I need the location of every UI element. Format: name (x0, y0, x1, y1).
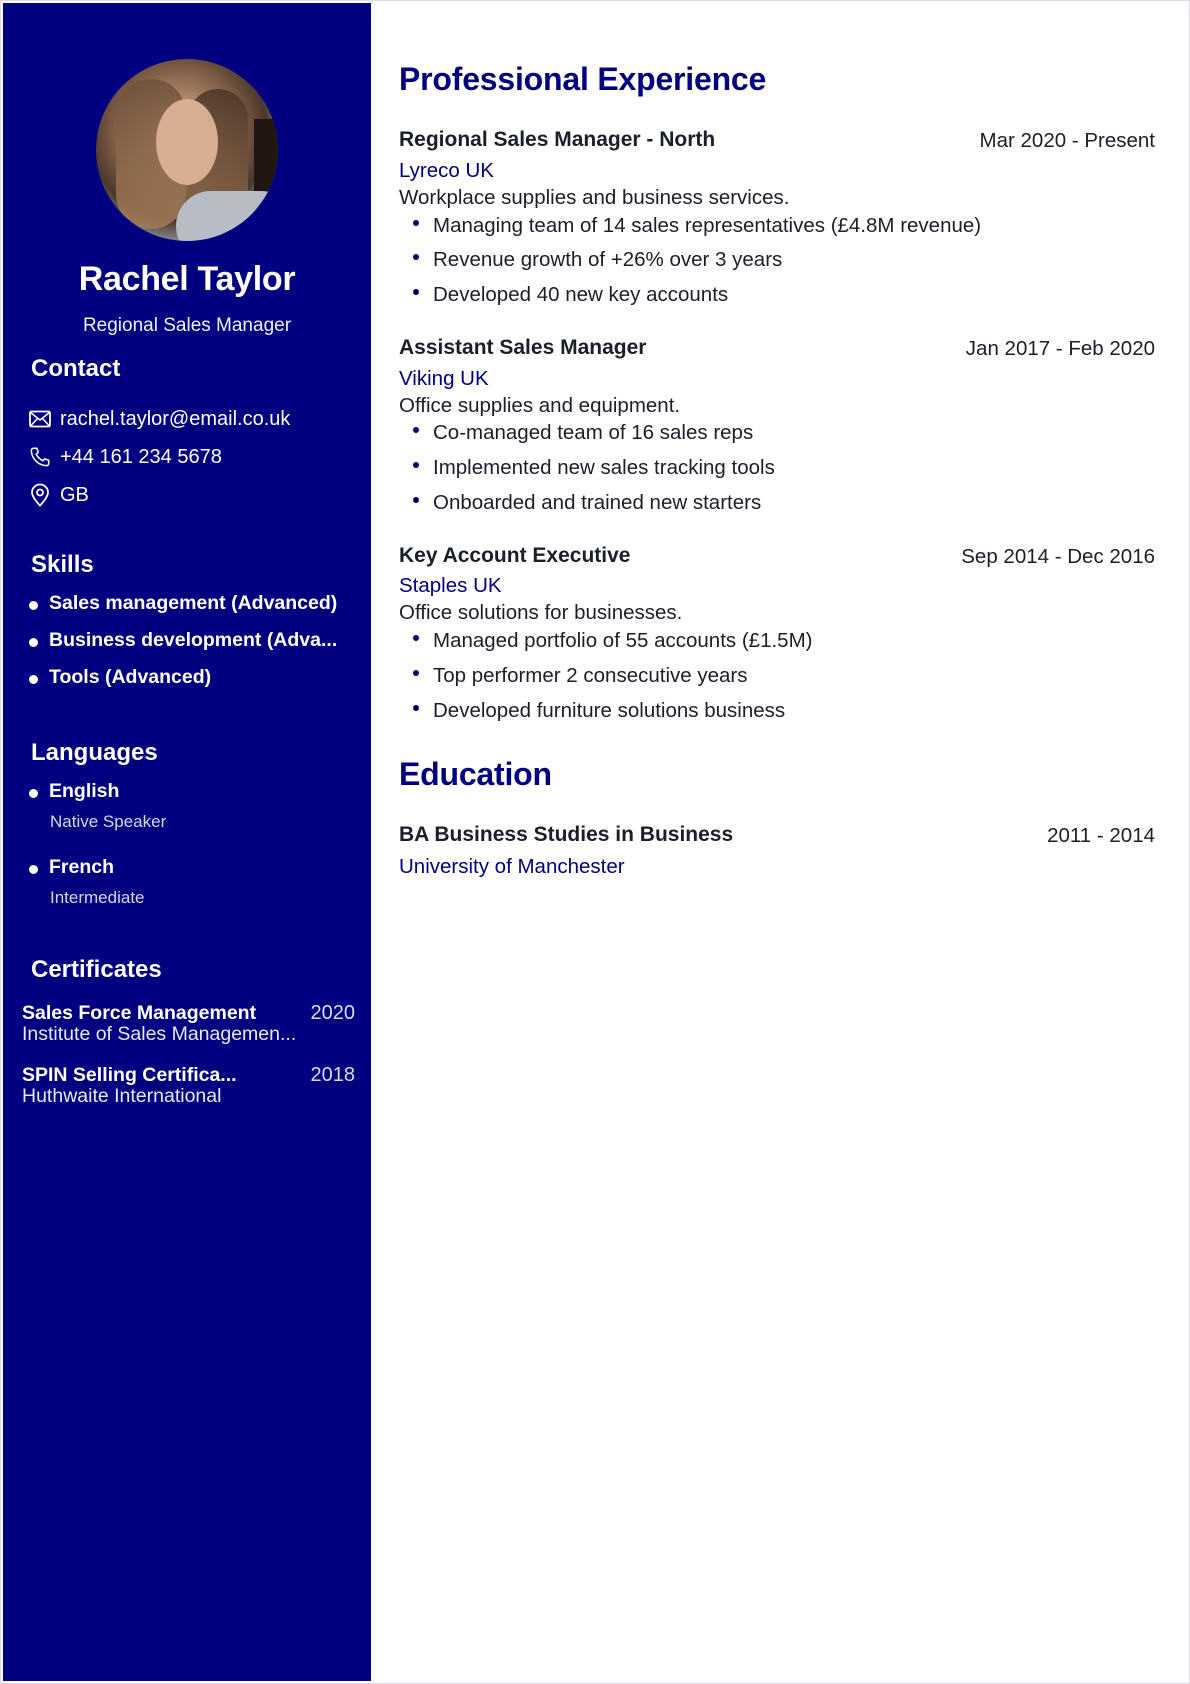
certificate-year: 2020 (310, 1002, 355, 1024)
job-title: Key Account Executive (399, 544, 631, 567)
bullet-icon (29, 638, 38, 647)
bullet-text: Managed portfolio of 55 accounts (£1.5M) (433, 629, 813, 652)
job-bullet (413, 421, 753, 445)
photo-detail (176, 191, 278, 241)
bullet-icon (29, 675, 38, 684)
bullet-icon (413, 254, 419, 260)
job-title: Assistant Sales Manager (399, 336, 647, 359)
bullet-text: Implemented new sales tracking tools (433, 456, 775, 479)
bullet-icon (413, 220, 419, 226)
sidebar (3, 3, 371, 1681)
job-bullet (413, 214, 981, 238)
skill-label: Business development (Adva... (49, 629, 338, 651)
bullet-icon (413, 705, 419, 711)
job-bullet (413, 491, 761, 515)
bullet-icon (29, 789, 38, 798)
bullet-text: Managing team of 14 sales representatives (£4.8M revenue) (433, 214, 982, 237)
language-level: Intermediate (50, 888, 145, 907)
certificate-issuer: Institute of Sales Managemen... (22, 1023, 297, 1045)
language-item (29, 780, 119, 803)
experience-heading: Professional Experience (399, 61, 767, 97)
certificate-issuer: Huthwaite International (22, 1085, 222, 1107)
contact-phone[interactable] (28, 444, 222, 470)
job-bullet (413, 664, 747, 688)
bullet-icon (413, 670, 419, 676)
job-bullet (413, 456, 775, 480)
contact-email[interactable] (28, 406, 290, 432)
profile-photo (96, 59, 278, 241)
bullet-icon (413, 427, 419, 433)
phone-icon (28, 445, 52, 469)
contact-location (28, 482, 89, 508)
bullet-text: Revenue growth of +26% over 3 years (433, 248, 783, 271)
job-bullet (413, 283, 728, 307)
bullet-text: Co-managed team of 16 sales reps (433, 421, 754, 444)
bullet-icon (413, 497, 419, 503)
location-pin-icon (28, 483, 52, 507)
job-bullet (413, 248, 782, 272)
bullet-icon (413, 462, 419, 468)
job-dates: Mar 2020 - Present (979, 129, 1155, 152)
degree-title: BA Business Studies in Business (399, 823, 734, 846)
contact-heading: Contact (31, 355, 121, 382)
company-name: Viking UK (399, 367, 489, 390)
company-name: Staples UK (399, 574, 502, 597)
job-title: Regional Sales Manager - North (399, 128, 716, 151)
job-description: Workplace supplies and business services. (399, 186, 790, 209)
envelope-icon (28, 407, 52, 431)
candidate-title: Regional Sales Manager (82, 315, 292, 336)
location-value: GB (60, 483, 89, 506)
skill-item (29, 666, 211, 689)
skill-item (29, 629, 337, 652)
bullet-text: Developed 40 new key accounts (433, 283, 729, 306)
education-heading: Education (399, 756, 552, 792)
candidate-name: Rachel Taylor (78, 260, 296, 298)
skills-heading: Skills (31, 551, 94, 578)
skill-item (29, 592, 337, 615)
certificate-title: Sales Force Management (22, 1002, 257, 1024)
bullet-icon (29, 601, 38, 610)
bullet-icon (29, 865, 38, 874)
job-description: Office supplies and equipment. (399, 394, 681, 417)
photo-detail (156, 99, 218, 185)
certificate-title: SPIN Selling Certifica... (22, 1064, 237, 1086)
skill-label: Sales management (Advanced) (49, 592, 338, 614)
language-name: English (49, 780, 120, 802)
bullet-icon (413, 289, 419, 295)
language-item (29, 856, 114, 879)
company-name: Lyreco UK (399, 159, 494, 182)
email-value: rachel.taylor@email.co.uk (60, 407, 291, 430)
bullet-icon (413, 635, 419, 641)
language-name: French (49, 856, 115, 878)
languages-heading: Languages (31, 739, 158, 766)
job-bullet (413, 699, 785, 723)
certificate-year: 2018 (310, 1064, 355, 1086)
certificates-heading: Certificates (31, 956, 162, 983)
education-dates: 2011 - 2014 (1047, 824, 1155, 847)
bullet-text: Onboarded and trained new starters (433, 491, 762, 514)
job-description: Office solutions for businesses. (399, 601, 683, 624)
job-dates: Jan 2017 - Feb 2020 (965, 337, 1155, 360)
school-name: University of Manchester (399, 855, 625, 878)
main-content (399, 1, 1155, 1684)
language-level: Native Speaker (50, 812, 167, 831)
skill-label: Tools (Advanced) (49, 666, 212, 688)
job-bullet (413, 629, 812, 653)
job-dates: Sep 2014 - Dec 2016 (961, 545, 1155, 568)
bullet-text: Developed furniture solutions business (433, 699, 786, 722)
bullet-text: Top performer 2 consecutive years (433, 664, 748, 687)
phone-value: +44 161 234 5678 (60, 445, 222, 468)
